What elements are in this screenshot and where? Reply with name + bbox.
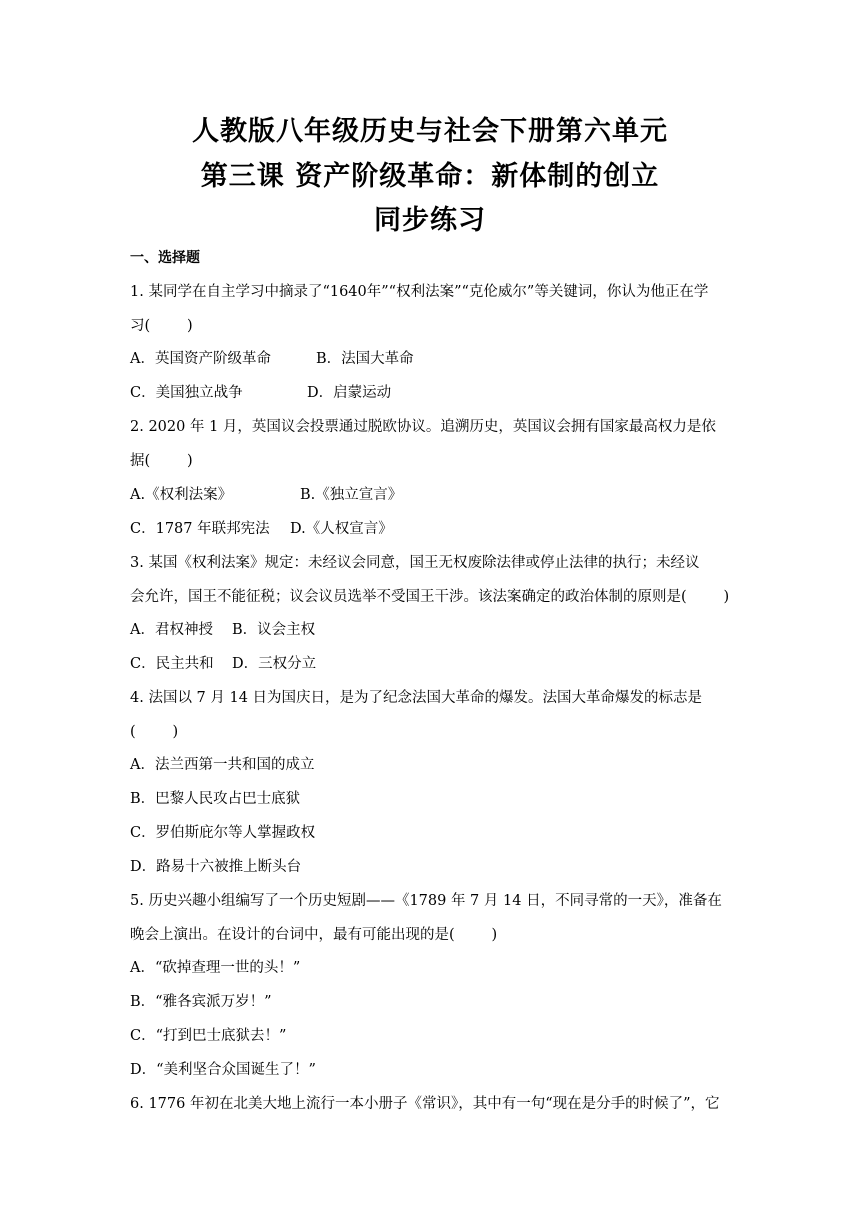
question-5-option-b: B．“雅各宾派万岁！” (130, 994, 272, 1010)
question-4-option-d: D．路易十六被推上断头台 (130, 859, 302, 875)
question-3-option-c: C．民主共和 (130, 656, 214, 672)
question-2-option-b: B.《独立宣言》 (300, 487, 403, 503)
document-title-line2: 第三课 资产阶级革命：新体制的创立 (200, 161, 660, 192)
question-3-stem-line2: 会允许，国王不能征税；议会议员选举不受国王干涉。该法案确定的政治体制的原则是( ) (130, 589, 730, 605)
question-1-option-d: D．启蒙运动 (307, 385, 392, 401)
question-2-option-d: D.《人权宣言》 (290, 521, 393, 537)
document-title-line1: 人教版八年级历史与社会下册第六单元 (192, 116, 668, 147)
question-5-stem-line2: 晚会上演出。在设计的台词中，最有可能出现的是( ) (130, 927, 498, 943)
question-1-stem-line2: 习( ) (130, 318, 193, 334)
question-5-option-d: D．“美利坚合众国诞生了！” (130, 1062, 316, 1078)
question-4-stem-line2: ( ) (130, 724, 179, 740)
question-3-option-b: B．议会主权 (232, 622, 316, 638)
question-4-stem-line1: 4. 法国以 7 月 14 日为国庆日，是为了纪念法国大革命的爆发。法国大革命爆发的标志是 (130, 690, 703, 706)
question-5-stem-line1: 5. 历史兴趣小组编写了一个历史短剧——《1789 年 7 月 14 日，不同寻常的一天》，准备在 (130, 893, 722, 909)
question-3-option-d: D．三权分立 (232, 656, 317, 672)
section-heading: 一、选择题 (130, 250, 200, 266)
question-3-stem-line1: 3. 某国《权利法案》规定：未经议会同意，国王无权废除法律或停止法律的执行；未经议 (130, 555, 700, 571)
question-2-stem-line2: 据( ) (130, 453, 193, 469)
question-6-stem-line1: 6. 1776 年初在北美大地上流行一本小册子《常识》，其中有一句“现在是分手的时候了”，它 (130, 1096, 720, 1112)
question-4-option-b: B．巴黎人民攻占巴士底狱 (130, 791, 301, 807)
question-5-option-c: C．“打到巴士底狱去！” (130, 1028, 287, 1044)
question-1-option-b: B．法国大革命 (316, 351, 414, 367)
question-1-stem-line1: 1. 某同学在自主学习中摘录了“1640年”“权利法案”“克伦威尔”等关键词，你认为他正在学 (130, 284, 709, 300)
question-5-option-a: A．“砍掉查理一世的头！” (130, 960, 301, 976)
question-2-option-c: C．1787 年联邦宪法 (130, 521, 270, 537)
question-1-option-c: C．美国独立战争 (130, 385, 243, 401)
question-2-option-a: A.《权利法案》 (130, 487, 233, 503)
document-title-line3: 同步练习 (374, 205, 486, 236)
question-1-option-a: A．英国资产阶级革命 (130, 351, 271, 367)
question-2-stem-line1: 2. 2020 年 1 月，英国议会投票通过脱欧协议。追溯历史，英国议会拥有国家最高权力是依 (130, 419, 716, 435)
question-4-option-c: C．罗伯斯庇尔等人掌握政权 (130, 825, 316, 841)
question-3-option-a: A．君权神授 (130, 622, 213, 638)
question-4-option-a: A．法兰西第一共和国的成立 (130, 757, 315, 773)
